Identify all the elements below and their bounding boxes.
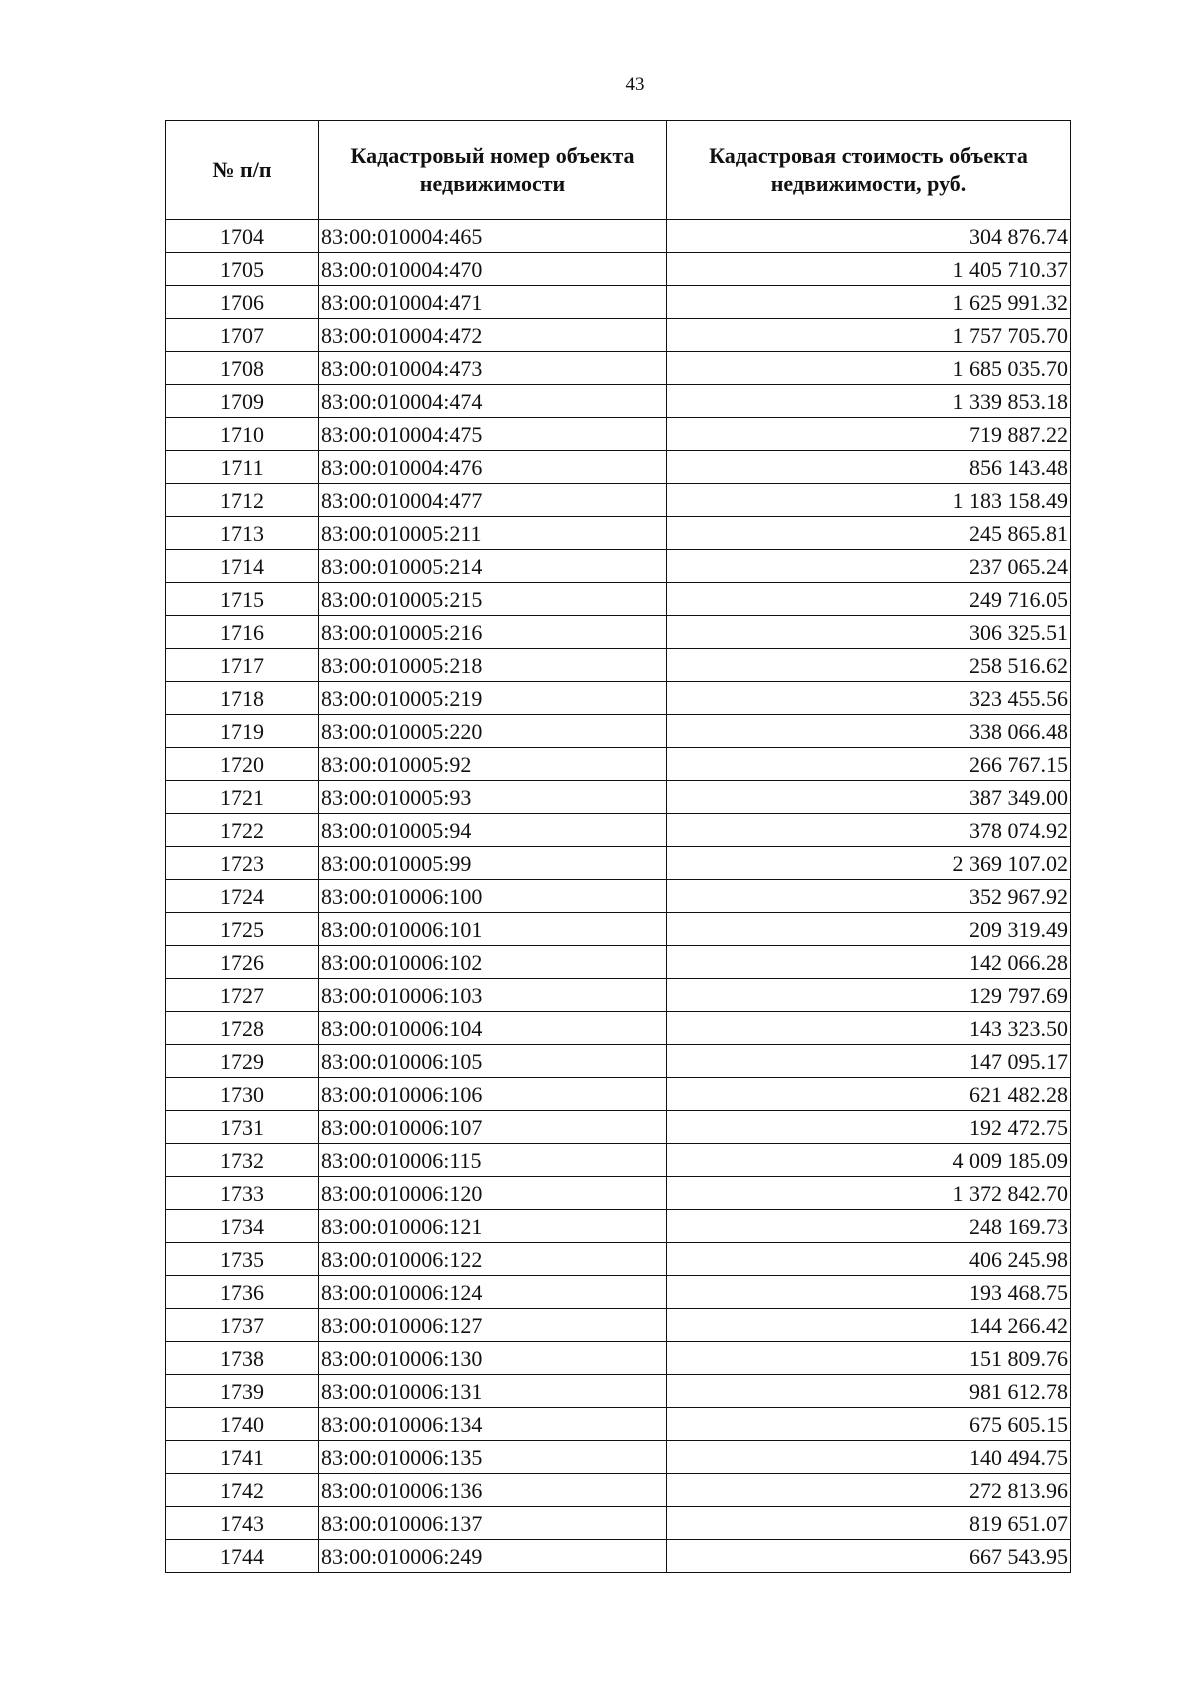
cadastral-value-cell: 237 065.24: [667, 550, 1071, 583]
table-row: [166, 1540, 1071, 1573]
cadastral-number-cell: 83:00:010004:474: [319, 385, 667, 418]
table-row: [166, 1441, 1071, 1474]
cadastral-number-cell: 83:00:010004:477: [319, 484, 667, 517]
row-number-cell: 1733: [166, 1177, 319, 1210]
table-row: [166, 1078, 1071, 1111]
table-row: [166, 682, 1071, 715]
row-number-cell: 1734: [166, 1210, 319, 1243]
row-number-cell: 1737: [166, 1309, 319, 1342]
cadastral-number-cell: 83:00:010006:136: [319, 1474, 667, 1507]
table-row: [166, 616, 1071, 649]
table-row: [166, 1342, 1071, 1375]
table-row: [166, 352, 1071, 385]
page-number: 43: [625, 74, 645, 95]
table-row: [166, 814, 1071, 847]
cadastral-value-cell: 245 865.81: [667, 517, 1071, 550]
table-row: [166, 517, 1071, 550]
header-row-number: № п/п: [166, 121, 319, 220]
cadastral-number-cell: 83:00:010004:465: [319, 220, 667, 253]
cadastral-value-cell: 144 266.42: [667, 1309, 1071, 1342]
table-row: [166, 451, 1071, 484]
cadastral-value-cell: 140 494.75: [667, 1441, 1071, 1474]
row-number-cell: 1730: [166, 1078, 319, 1111]
row-number-cell: 1714: [166, 550, 319, 583]
table-row: [166, 979, 1071, 1012]
cadastral-value-cell: 266 767.15: [667, 748, 1071, 781]
cadastral-value-cell: 1 625 991.32: [667, 286, 1071, 319]
row-number-cell: 1719: [166, 715, 319, 748]
cadastral-value-cell: 1 405 710.37: [667, 253, 1071, 286]
row-number-cell: 1713: [166, 517, 319, 550]
cadastral-value-cell: 667 543.95: [667, 1540, 1071, 1573]
cadastral-value-cell: 2 369 107.02: [667, 847, 1071, 880]
row-number-cell: 1727: [166, 979, 319, 1012]
table-row: [166, 649, 1071, 682]
cadastral-value-cell: 272 813.96: [667, 1474, 1071, 1507]
cadastral-number-cell: 83:00:010006:137: [319, 1507, 667, 1540]
row-number-cell: 1710: [166, 418, 319, 451]
row-number-cell: 1728: [166, 1012, 319, 1045]
cadastral-value-cell: 1 372 842.70: [667, 1177, 1071, 1210]
cadastral-number-cell: 83:00:010006:120: [319, 1177, 667, 1210]
table-row: [166, 1111, 1071, 1144]
cadastral-number-cell: 83:00:010005:92: [319, 748, 667, 781]
table-header: [166, 121, 1071, 220]
row-number-cell: 1705: [166, 253, 319, 286]
cadastral-number-cell: 83:00:010005:219: [319, 682, 667, 715]
cadastral-value-cell: 621 482.28: [667, 1078, 1071, 1111]
header-row: [166, 121, 1071, 220]
table-row: [166, 1474, 1071, 1507]
cadastral-number-cell: 83:00:010006:249: [319, 1540, 667, 1573]
cadastral-number-cell: 83:00:010006:134: [319, 1408, 667, 1441]
table-row: [166, 319, 1071, 352]
header-cadastral-value: Кадастровая стоимость объекта недвижимости, руб.: [667, 121, 1071, 220]
cadastral-number-cell: 83:00:010005:214: [319, 550, 667, 583]
cadastral-number-cell: 83:00:010004:470: [319, 253, 667, 286]
cadastral-value-cell: 1 339 853.18: [667, 385, 1071, 418]
row-number-cell: 1704: [166, 220, 319, 253]
row-number-cell: 1735: [166, 1243, 319, 1276]
row-number-cell: 1742: [166, 1474, 319, 1507]
cadastral-number-cell: 83:00:010006:102: [319, 946, 667, 979]
table-row: [166, 220, 1071, 253]
row-number-cell: 1744: [166, 1540, 319, 1573]
cadastral-value-cell: 151 809.76: [667, 1342, 1071, 1375]
table-row: [166, 847, 1071, 880]
cadastral-number-cell: 83:00:010005:215: [319, 583, 667, 616]
table-row: [166, 1375, 1071, 1408]
row-number-cell: 1712: [166, 484, 319, 517]
row-number-cell: 1743: [166, 1507, 319, 1540]
row-number-cell: 1717: [166, 649, 319, 682]
cadastral-value-cell: 323 455.56: [667, 682, 1071, 715]
row-number-cell: 1731: [166, 1111, 319, 1144]
cadastral-number-cell: 83:00:010005:218: [319, 649, 667, 682]
cadastral-number-cell: 83:00:010004:473: [319, 352, 667, 385]
cadastral-number-cell: 83:00:010006:127: [319, 1309, 667, 1342]
row-number-cell: 1736: [166, 1276, 319, 1309]
cadastral-value-cell: 1 757 705.70: [667, 319, 1071, 352]
row-number-cell: 1722: [166, 814, 319, 847]
cadastral-number-cell: 83:00:010006:115: [319, 1144, 667, 1177]
cadastral-value-cell: 387 349.00: [667, 781, 1071, 814]
cadastral-number-cell: 83:00:010006:135: [319, 1441, 667, 1474]
cadastral-value-cell: 378 074.92: [667, 814, 1071, 847]
table-row: [166, 1309, 1071, 1342]
cadastral-value-cell: 819 651.07: [667, 1507, 1071, 1540]
cadastral-number-cell: 83:00:010005:211: [319, 517, 667, 550]
table-row: [166, 550, 1071, 583]
row-number-cell: 1740: [166, 1408, 319, 1441]
cadastral-value-cell: 406 245.98: [667, 1243, 1071, 1276]
cadastral-number-cell: 83:00:010005:216: [319, 616, 667, 649]
table-row: [166, 1177, 1071, 1210]
row-number-cell: 1741: [166, 1441, 319, 1474]
row-number-cell: 1716: [166, 616, 319, 649]
cadastral-value-cell: 1 183 158.49: [667, 484, 1071, 517]
table-row: [166, 715, 1071, 748]
row-number-cell: 1729: [166, 1045, 319, 1078]
row-number-cell: 1739: [166, 1375, 319, 1408]
table-row: [166, 418, 1071, 451]
row-number-cell: 1708: [166, 352, 319, 385]
cadastral-table-container: [165, 120, 1070, 1573]
cadastral-number-cell: 83:00:010004:475: [319, 418, 667, 451]
row-number-cell: 1724: [166, 880, 319, 913]
row-number-cell: 1711: [166, 451, 319, 484]
cadastral-value-cell: 142 066.28: [667, 946, 1071, 979]
cadastral-value-cell: 719 887.22: [667, 418, 1071, 451]
cadastral-value-cell: 193 468.75: [667, 1276, 1071, 1309]
table-row: [166, 1144, 1071, 1177]
cadastral-number-cell: 83:00:010006:122: [319, 1243, 667, 1276]
cadastral-number-cell: 83:00:010005:93: [319, 781, 667, 814]
table-row: [166, 880, 1071, 913]
cadastral-number-cell: 83:00:010005:94: [319, 814, 667, 847]
cadastral-number-cell: 83:00:010005:99: [319, 847, 667, 880]
cadastral-number-cell: 83:00:010004:476: [319, 451, 667, 484]
cadastral-number-cell: 83:00:010006:106: [319, 1078, 667, 1111]
cadastral-number-cell: 83:00:010006:107: [319, 1111, 667, 1144]
cadastral-value-cell: 143 323.50: [667, 1012, 1071, 1045]
cadastral-value-cell: 4 009 185.09: [667, 1144, 1071, 1177]
cadastral-value-cell: 129 797.69: [667, 979, 1071, 1012]
cadastral-value-cell: 248 169.73: [667, 1210, 1071, 1243]
cadastral-value-cell: 306 325.51: [667, 616, 1071, 649]
table-row: [166, 1012, 1071, 1045]
table-row: [166, 748, 1071, 781]
cadastral-number-cell: 83:00:010006:131: [319, 1375, 667, 1408]
table-row: [166, 1507, 1071, 1540]
cadastral-number-cell: 83:00:010006:121: [319, 1210, 667, 1243]
cadastral-number-cell: 83:00:010006:103: [319, 979, 667, 1012]
cadastral-value-cell: 192 472.75: [667, 1111, 1071, 1144]
row-number-cell: 1738: [166, 1342, 319, 1375]
table-row: [166, 253, 1071, 286]
cadastral-value-cell: 981 612.78: [667, 1375, 1071, 1408]
cadastral-number-cell: 83:00:010006:104: [319, 1012, 667, 1045]
cadastral-value-cell: 258 516.62: [667, 649, 1071, 682]
table-row: [166, 583, 1071, 616]
row-number-cell: 1709: [166, 385, 319, 418]
table-row: [166, 781, 1071, 814]
table-row: [166, 1276, 1071, 1309]
cadastral-value-cell: 147 095.17: [667, 1045, 1071, 1078]
row-number-cell: 1723: [166, 847, 319, 880]
row-number-cell: 1718: [166, 682, 319, 715]
cadastral-value-cell: 338 066.48: [667, 715, 1071, 748]
cadastral-number-cell: 83:00:010006:105: [319, 1045, 667, 1078]
cadastral-number-cell: 83:00:010006:101: [319, 913, 667, 946]
table-row: [166, 946, 1071, 979]
cadastral-number-cell: 83:00:010006:130: [319, 1342, 667, 1375]
table-row: [166, 385, 1071, 418]
header-cadastral-number: Кадастровый номер объекта недвижимости: [319, 121, 667, 220]
row-number-cell: 1706: [166, 286, 319, 319]
cadastral-value-cell: 352 967.92: [667, 880, 1071, 913]
row-number-cell: 1726: [166, 946, 319, 979]
cadastral-number-cell: 83:00:010005:220: [319, 715, 667, 748]
table-row: [166, 913, 1071, 946]
cadastral-number-cell: 83:00:010004:471: [319, 286, 667, 319]
cadastral-value-table: [165, 120, 1071, 1573]
row-number-cell: 1725: [166, 913, 319, 946]
table-row: [166, 286, 1071, 319]
table-row: [166, 1408, 1071, 1441]
row-number-cell: 1732: [166, 1144, 319, 1177]
row-number-cell: 1715: [166, 583, 319, 616]
table-row: [166, 1243, 1071, 1276]
cadastral-value-cell: 675 605.15: [667, 1408, 1071, 1441]
table-body: [166, 220, 1071, 1573]
row-number-cell: 1721: [166, 781, 319, 814]
table-row: [166, 484, 1071, 517]
cadastral-value-cell: 856 143.48: [667, 451, 1071, 484]
row-number-cell: 1707: [166, 319, 319, 352]
cadastral-number-cell: 83:00:010004:472: [319, 319, 667, 352]
cadastral-value-cell: 1 685 035.70: [667, 352, 1071, 385]
cadastral-number-cell: 83:00:010006:100: [319, 880, 667, 913]
row-number-cell: 1720: [166, 748, 319, 781]
table-row: [166, 1210, 1071, 1243]
cadastral-number-cell: 83:00:010006:124: [319, 1276, 667, 1309]
cadastral-value-cell: 249 716.05: [667, 583, 1071, 616]
cadastral-value-cell: 209 319.49: [667, 913, 1071, 946]
cadastral-value-cell: 304 876.74: [667, 220, 1071, 253]
table-row: [166, 1045, 1071, 1078]
